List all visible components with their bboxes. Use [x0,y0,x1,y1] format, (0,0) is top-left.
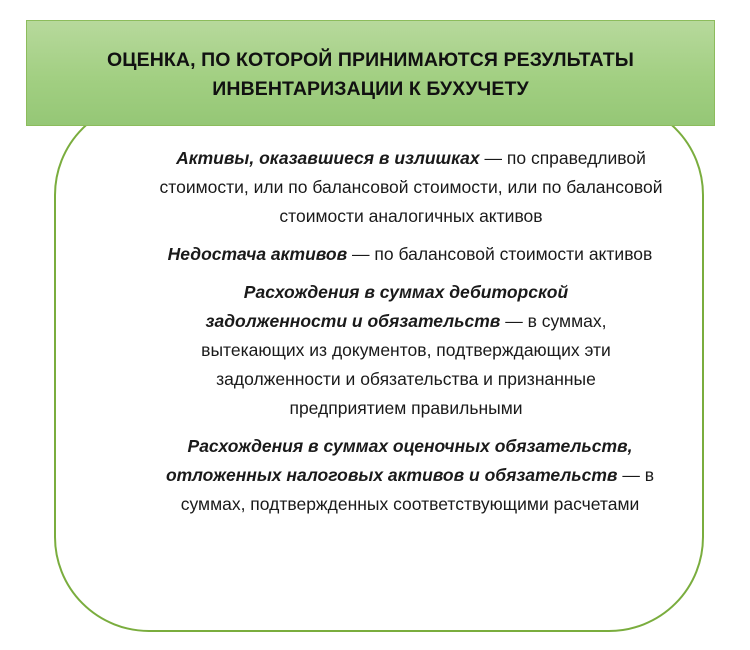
item-shortage-assets [150,240,670,269]
item-term: Расхождения в суммах дебиторской задолженности и обязательств [205,282,569,331]
item-description: — по справедливой стоимости, или по балансовой стоимости, или по балансовой стоимости аналогичных активов [159,148,663,226]
item-term: Активы, оказавшиеся в излишках [176,148,480,168]
header-banner [26,20,715,126]
item-description: — по балансовой стоимости активов [347,244,653,264]
item-surplus-assets [150,144,670,231]
item-description: — в суммах, вытекающих из документов, подтверждающих эти задолженности и обязательства и признанные предприятием правильными [201,311,611,418]
item-receivables-discrepancy [150,278,670,423]
item-description: — в суммах, подтвержденных соответствующими расчетами [180,465,655,514]
item-estimated-liabilities-discrepancy [150,432,670,519]
item-term: Недостача активов [167,244,348,264]
header-title: ОЦЕНКА, ПО КОТОРОЙ ПРИНИМАЮТСЯ РЕЗУЛЬТАТЫ ИНВЕНТАРИЗАЦИИ К БУХУЧЕТУ [107,49,634,100]
item-term: Расхождения в суммах оценочных обязательств, отложенных налоговых активов и обязательств [165,436,633,485]
content-list [150,144,670,519]
